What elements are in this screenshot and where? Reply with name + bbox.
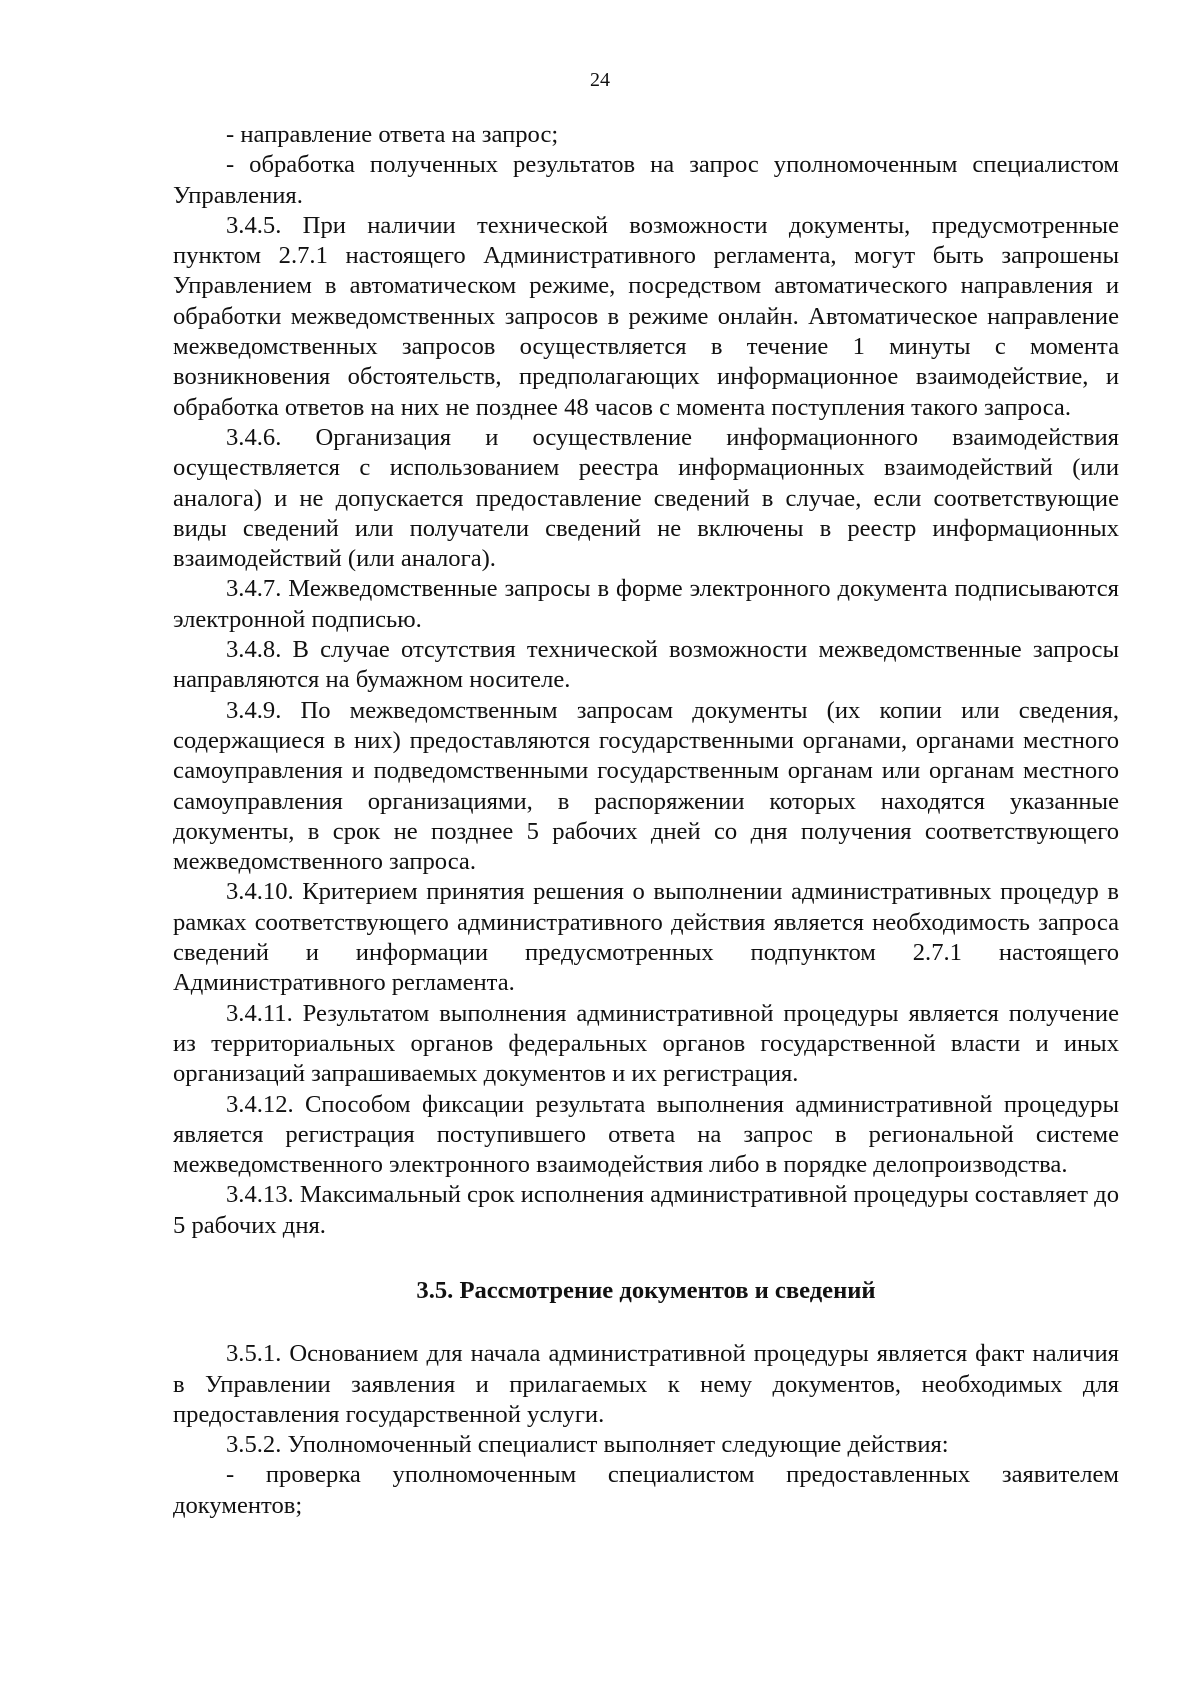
- paragraph-3-4-7: 3.4.7. Межведомственные запросы в форме электронного документа подписываются электронной подписью.: [173, 575, 1119, 633]
- document-body: [173, 120, 1119, 1521]
- section-heading: 3.5. Рассмотрение документов и сведений: [416, 1276, 876, 1304]
- paragraph-3-4-9: 3.4.9. По межведомственным запросам документы (их копии или сведения, содержащиеся в них) предоставляются государственными органами, органами местного самоуправления и подведомственными государственным органам или органам местного самоуправления организациями, в распоряжении которых находятся указанные документы, в срок не позднее 5 рабочих дней со дня получения соответствующего межведомственного запроса.: [173, 696, 1119, 876]
- page-number: 24: [590, 69, 610, 91]
- paragraph-3-4-5: 3.4.5. При наличии технической возможности документы, предусмотренные пунктом 2.7.1 настоящего Административного регламента, могут быть запрошены Управлением в автоматическом режиме, посредством автоматического направления и обработки межведомственных запросов в режиме онлайн. Автоматическое направление межведомственных запросов осуществляется в течение 1 минуты с момента возникновения обстоятельств, предполагающих информационное взаимодействие, и обработка ответов на них не позднее 48 часов с момента поступления такого запроса.: [173, 211, 1119, 421]
- paragraph-3-4-13: 3.4.13. Максимальный срок исполнения административной процедуры составляет до 5 рабочих дня.: [173, 1181, 1119, 1239]
- paragraph-3-4-10: 3.4.10. Критерием принятия решения о выполнении административных процедур в рамках соответствующего административного действия является необходимость запроса сведений и информации предусмотренных подпунктом 2.7.1 настоящего Административного регламента.: [173, 878, 1119, 997]
- paragraph: - направление ответа на запрос;: [226, 121, 559, 148]
- paragraph-3-4-6: 3.4.6. Организация и осуществление информационного взаимодействия осуществляется с использованием реестра информационных взаимодействий (или аналога) и не допускается предоставление сведений в случае, если соответствующие виды сведений или получатели сведений не включены в реестр информационных взаимодействий (или аналога).: [173, 423, 1119, 573]
- paragraph: - проверка уполномоченным специалистом предоставленных заявителем документов;: [173, 1461, 1119, 1519]
- paragraph-3-4-8: 3.4.8. В случае отсутствия технической возможности межведомственные запросы направляются на бумажном носителе.: [173, 636, 1119, 694]
- paragraph-3-4-12: 3.4.12. Способом фиксации результата выполнения административной процедуры является регистрация поступившего ответа на запрос в региональной системе межведомственного электронного взаимодействия либо в порядке делопроизводства.: [173, 1090, 1119, 1179]
- paragraph-3-5-2: 3.5.2. Уполномоченный специалист выполняет следующие действия:: [226, 1431, 949, 1459]
- paragraph: - обработка полученных результатов на запрос уполномоченным специалистом Управления.: [173, 151, 1119, 209]
- paragraph-3-5-1: 3.5.1. Основанием для начала административной процедуры является факт наличия в Управлении заявления и прилагаемых к нему документов, необходимых для предоставления государственной услуги.: [173, 1340, 1119, 1428]
- paragraph-3-4-11: 3.4.11. Результатом выполнения административной процедуры является получение из территориальных органов федеральных органов государственной власти и иных организаций запрашиваемых документов и их регистрация.: [173, 999, 1119, 1088]
